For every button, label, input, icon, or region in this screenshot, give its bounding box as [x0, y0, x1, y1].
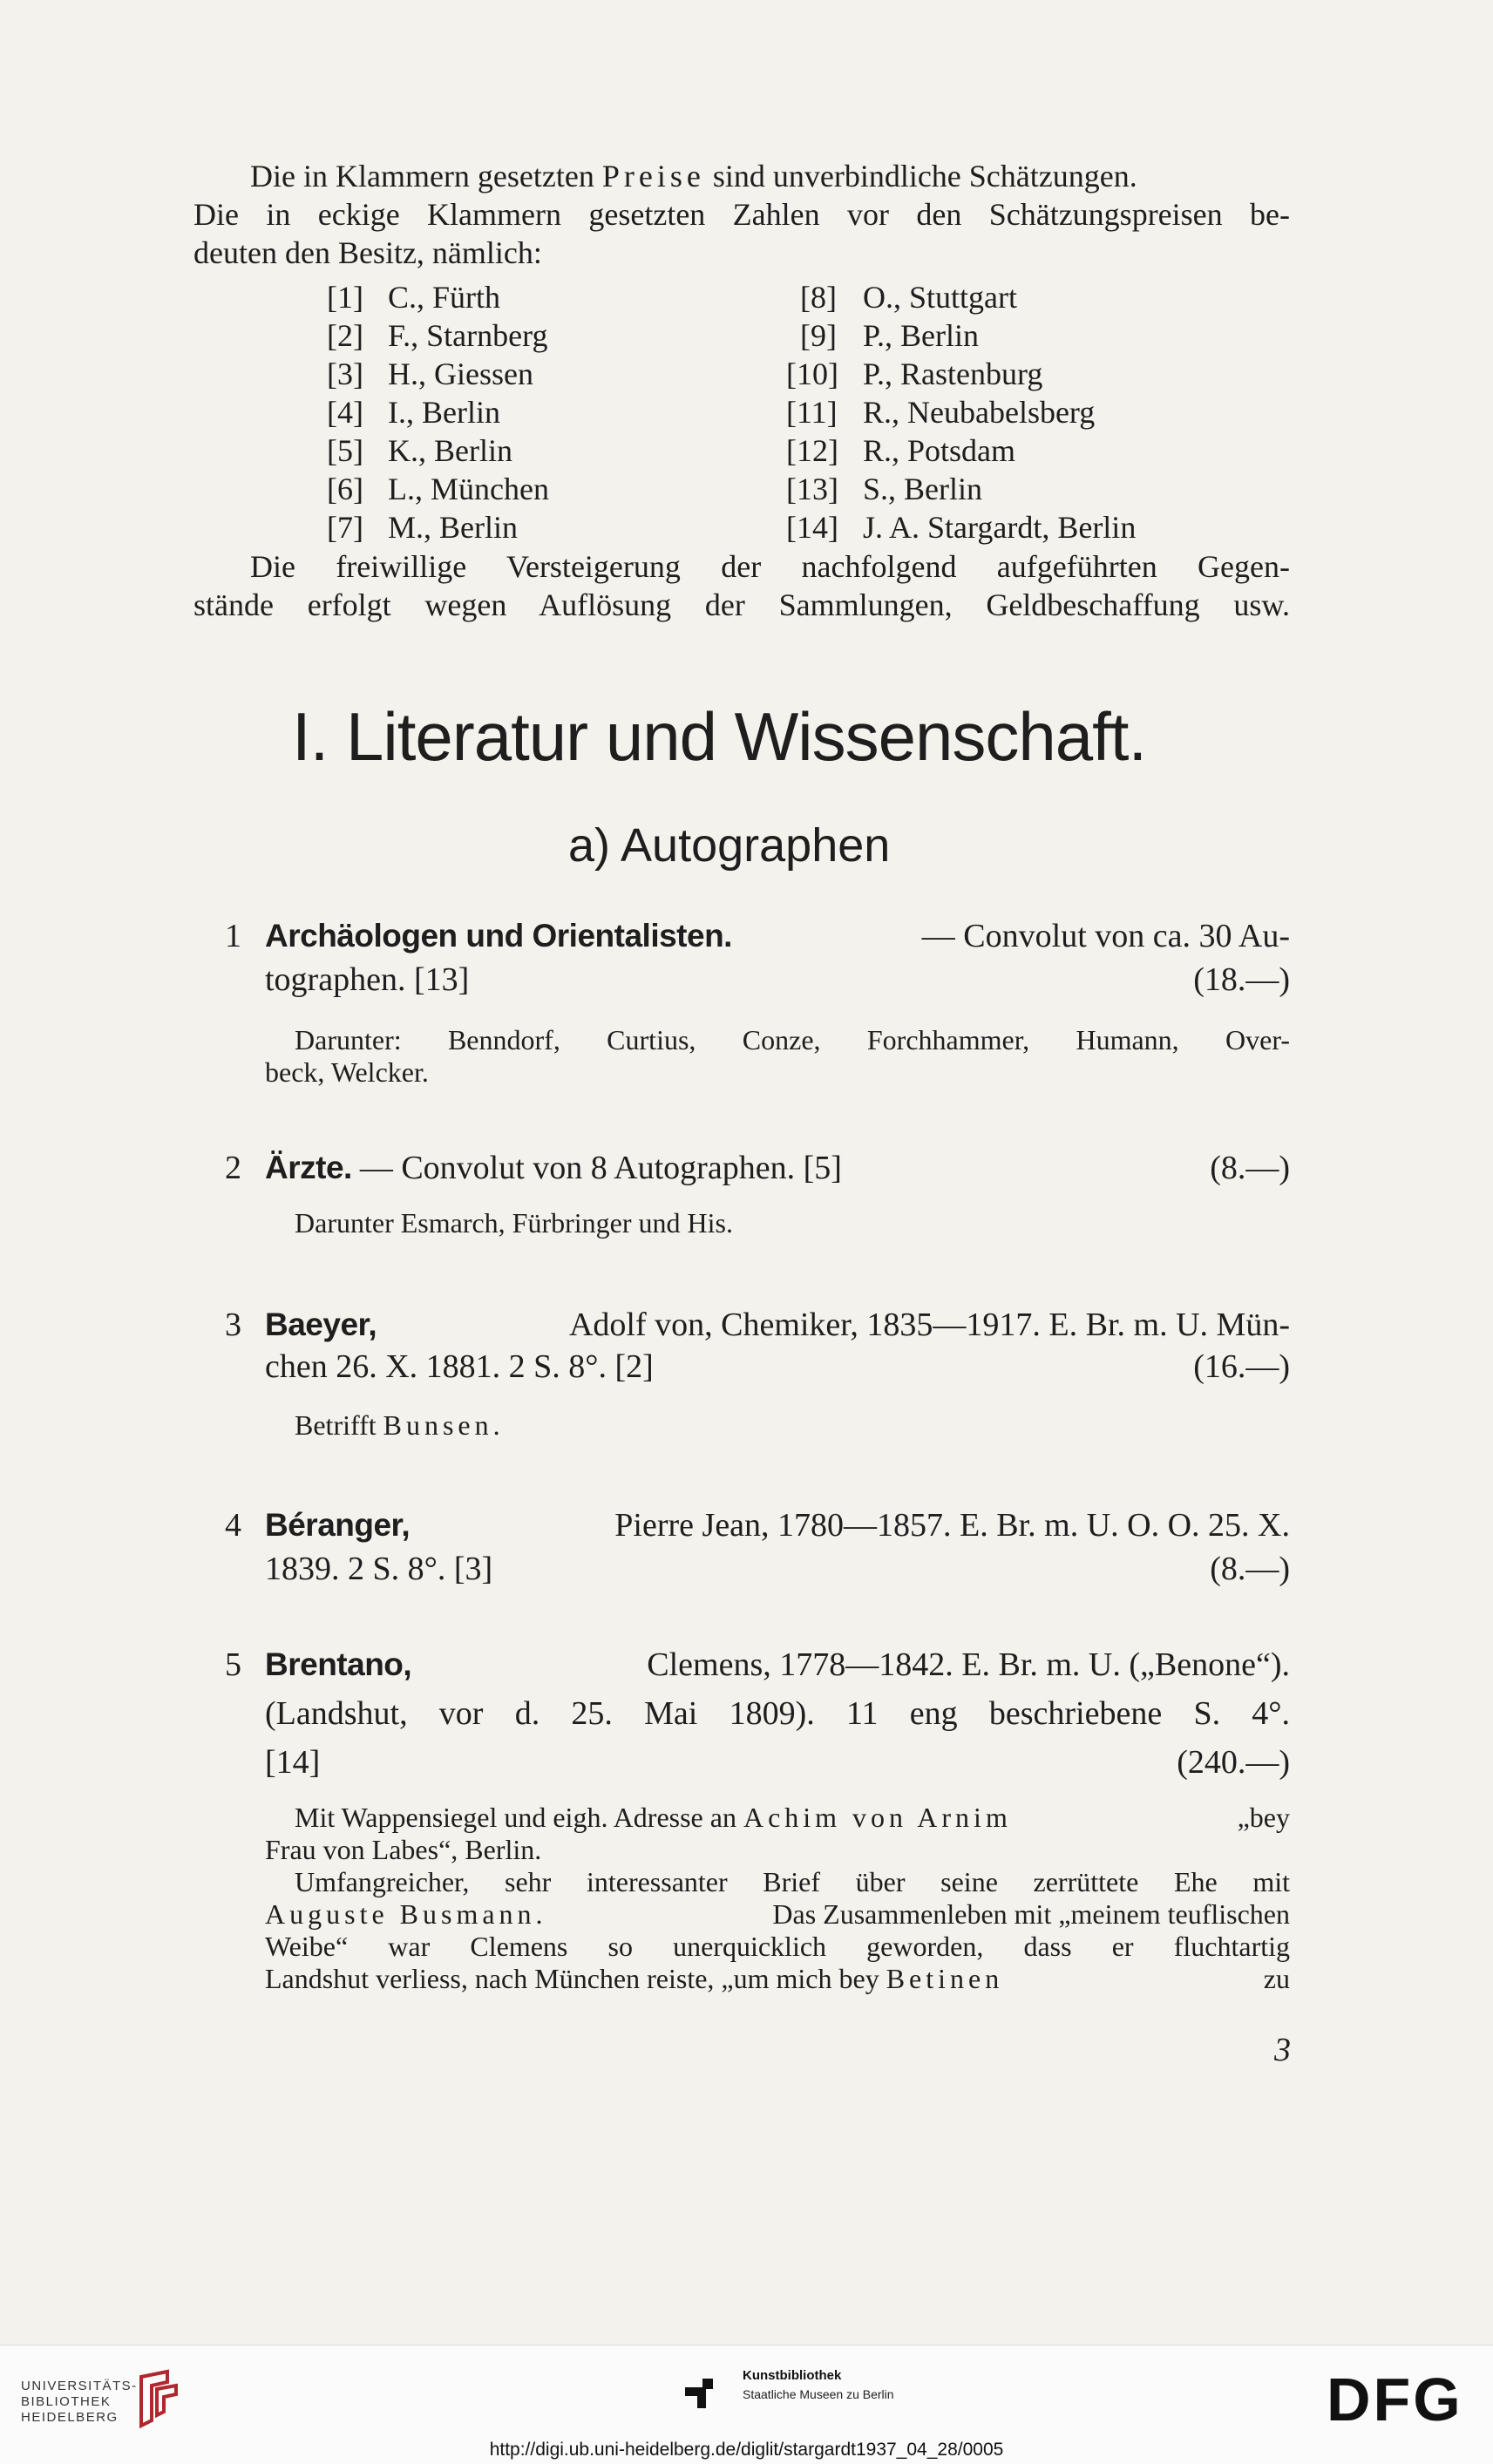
entry-note-text: zu	[1263, 1963, 1290, 1994]
owner-name: P., Berlin	[863, 318, 980, 353]
entry-note-text: Das Zusammenleben mit „meinem teuflischen	[772, 1898, 1290, 1930]
intro-line-1	[250, 157, 1137, 195]
owner-id: [14]	[786, 510, 838, 545]
entry-line-1	[265, 1506, 1290, 1544]
owner-id: [5]	[327, 433, 363, 468]
library-line: HEIDELBERG	[21, 2410, 119, 2425]
owner-id: [1]	[327, 280, 363, 315]
auction-note-line-2: stände erfolgt wegen Auflösung der Sammlungen, Geldbeschaffung usw.	[193, 587, 1290, 622]
owner-id: [3]	[327, 356, 363, 391]
entry-note: Weibe“ war Clemens so unerquicklich geworden, dass er fluchtartig	[265, 1931, 1290, 1962]
owner-id: [6]	[327, 472, 363, 506]
entry-price: (8.—)	[1210, 1551, 1290, 1587]
entry-line-2: (Landshut, vor d. 25. Mai 1809). 11 eng beschriebene S. 4°.	[265, 1695, 1290, 1732]
subsection-title: a) Autographen	[568, 819, 891, 872]
entry-name: Béranger,	[265, 1507, 411, 1543]
entry-line-2: 1839. 2 S. 8°. [3]	[265, 1551, 493, 1587]
entry-price: (18.—)	[1193, 961, 1290, 998]
auction-note-line-1: Die freiwillige Versteigerung der nachfolgend aufgeführten Gegen-	[250, 549, 1290, 584]
entry-line-1	[265, 1646, 1290, 1684]
entry-note-text: Mit Wappensiegel und eigh. Adresse an	[295, 1802, 736, 1833]
source-url: http://digi.ub.uni-heidelberg.de/diglit/stargardt1937_04_28/0005	[489, 2440, 1004, 2460]
entry-note: Frau von Labes“, Berlin.	[265, 1834, 542, 1865]
owner-id: [8]	[800, 280, 837, 315]
section-title: I. Literatur und Wissenschaft.	[292, 698, 1147, 775]
entry-note-spaced: Achim von Arnim	[743, 1802, 1012, 1833]
owner-name: J. A. Stargardt, Berlin	[863, 510, 1137, 545]
entry-text: Pierre Jean, 1780—1857. E. Br. m. U. O. O. 25. X.	[614, 1507, 1290, 1544]
owner-name: R., Neubabelsberg	[863, 395, 1096, 430]
library-line: UNIVERSITÄTS-	[21, 2379, 138, 2393]
owner-name: C., Fürth	[388, 280, 501, 315]
intro-line-3: deuten den Besitz, nämlich:	[193, 235, 542, 270]
library-line: BIBLIOTHEK	[21, 2394, 112, 2409]
intro-text: Die in Klammern gesetzten	[250, 159, 594, 193]
entry-note	[295, 1409, 505, 1442]
entry-note-spaced: Auguste Busmann.	[265, 1898, 547, 1930]
entry-number: 2	[225, 1150, 241, 1186]
entry-line-1	[265, 1306, 1290, 1344]
owner-id: [4]	[327, 395, 363, 430]
digitization-footer	[0, 2345, 1493, 2464]
entry-number: 4	[225, 1507, 241, 1544]
page-number: 3	[1274, 2032, 1291, 2068]
entry-note-text: Landshut verliess, nach München reiste, „um mich bey	[265, 1963, 879, 1994]
owner-id: [12]	[786, 433, 838, 468]
entry-name: Ärzte.	[265, 1150, 352, 1185]
entry-number: 1	[225, 918, 241, 954]
owner-name: F., Starnberg	[388, 318, 548, 353]
entry-note: Darunter Esmarch, Fürbringer und His.	[295, 1207, 733, 1239]
entry-note: Umfangreicher, sehr interessanter Brief über seine zerrüttete Ehe mit	[295, 1866, 1290, 1897]
entry-text: Adolf von, Chemiker, 1835—1917. E. Br. m. U. Mün-	[568, 1307, 1290, 1343]
intro-text: sind unverbindliche Schätzungen.	[712, 159, 1137, 193]
entry-name: Brentano,	[265, 1646, 412, 1682]
owner-name: R., Potsdam	[863, 433, 1016, 468]
entry-line-2: tographen. [13]	[265, 961, 470, 998]
owner-name: M., Berlin	[388, 510, 518, 545]
owner-id: [2]	[327, 318, 363, 353]
kunstbibliothek-logo-icon	[680, 2365, 732, 2417]
owner-id: [13]	[786, 472, 838, 506]
entry-number: 3	[225, 1307, 241, 1343]
owner-name: K., Berlin	[388, 433, 512, 468]
entry-note	[265, 1963, 1290, 1995]
kunstbibliothek-title: Kunstbibliothek	[743, 2368, 842, 2383]
entry-text: — Convolut von ca. 30 Au-	[921, 918, 1290, 954]
entry-note-spaced: Bunsen.	[383, 1409, 505, 1441]
entry-line-3: [14]	[265, 1744, 321, 1781]
university-library-logo-icon	[132, 2368, 183, 2431]
owner-id: [10]	[786, 356, 838, 391]
entry-note	[265, 1898, 1290, 1931]
owner-name: L., München	[388, 472, 549, 506]
owner-name: O., Stuttgart	[863, 280, 1017, 315]
owner-name: P., Rastenburg	[863, 356, 1043, 391]
intro-line-2: Die in eckige Klammern gesetzten Zahlen vor den Schätzungspreisen be-	[193, 197, 1290, 232]
kunstbibliothek-subtitle: Staatliche Museen zu Berlin	[743, 2387, 894, 2401]
entry-price: (8.—)	[1210, 1150, 1290, 1186]
entry-note-spaced: Betinen	[886, 1963, 1004, 1994]
entry-price: (16.—)	[1193, 1348, 1290, 1385]
owner-name: S., Berlin	[863, 472, 983, 506]
library-name	[21, 2379, 138, 2426]
owner-name: I., Berlin	[388, 395, 500, 430]
owner-id: [11]	[786, 395, 838, 430]
owner-id: [9]	[800, 318, 837, 353]
intro-spaced-word: Preise	[601, 159, 705, 193]
owner-name: H., Giessen	[388, 356, 533, 391]
entry-note: Darunter: Benndorf, Curtius, Conze, Forchhammer, Humann, Over-	[295, 1024, 1290, 1056]
entry-name: Baeyer,	[265, 1307, 377, 1342]
entry-text: Clemens, 1778—1842. E. Br. m. U. („Benone“).	[647, 1646, 1290, 1683]
dfg-logo: DFG	[1327, 2366, 1463, 2433]
entry-line-2: chen 26. X. 1881. 2 S. 8°. [2]	[265, 1348, 654, 1385]
entry-note-text: Betrifft	[295, 1409, 377, 1441]
entry-price: (240.—)	[1177, 1744, 1290, 1781]
entry-note: beck, Welcker.	[265, 1056, 429, 1088]
entry-line-1	[265, 917, 1290, 955]
entry-number: 5	[225, 1646, 241, 1683]
entry-line-1	[265, 1149, 842, 1187]
owner-id: [7]	[327, 510, 363, 545]
entry-name: Archäologen und Orientalisten.	[265, 918, 732, 954]
entry-note	[295, 1802, 1290, 1834]
entry-note-text: „bey	[1237, 1802, 1290, 1833]
entry-text: — Convolut von 8 Autographen. [5]	[359, 1150, 842, 1186]
